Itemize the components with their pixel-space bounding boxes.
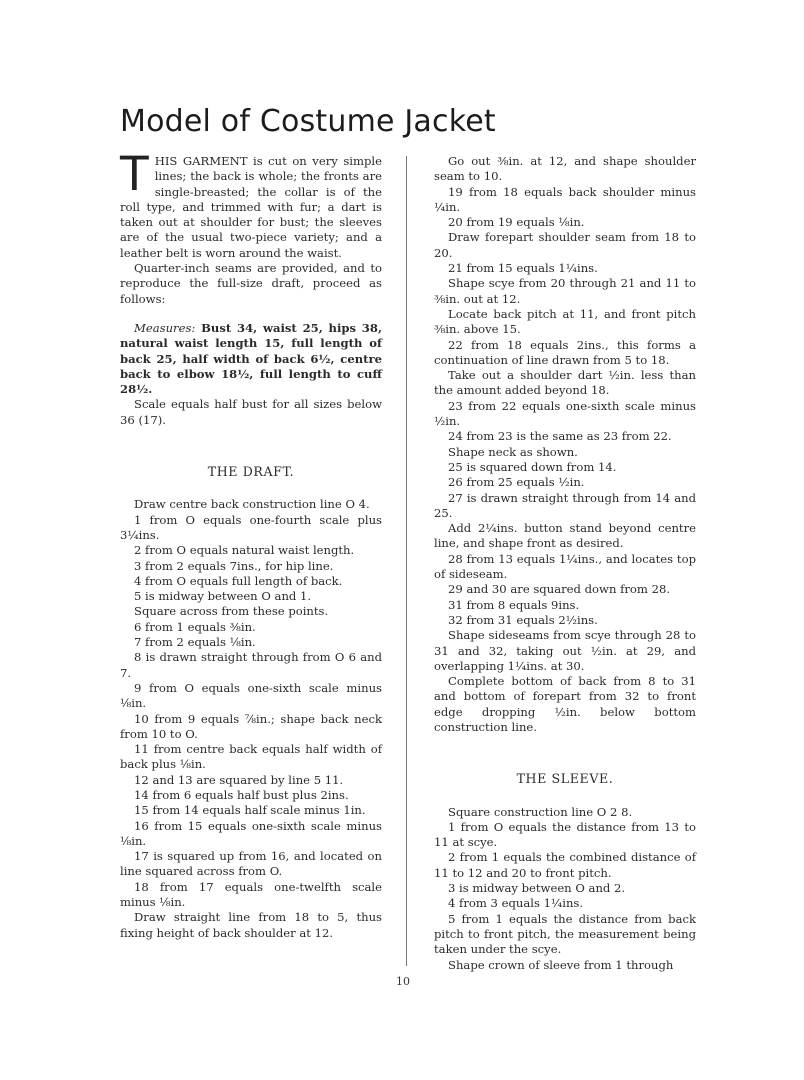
draft-step: 26 from 25 equals ½in.: [448, 475, 585, 490]
draft-step: 24 from 23 is the same as 23 from 22.: [448, 429, 672, 444]
drop-cap: T: [120, 147, 149, 202]
draft-step: 3 from 2 equals 7ins., for hip line.: [134, 558, 334, 573]
draft-step: 4 from O equals full length of back.: [134, 573, 343, 588]
sleeve-step: 5 from 1 equals the distance from back pitch to front pitch, the measurement being taken under the scye.: [434, 911, 696, 957]
sleeve-step: Shape crown of sleeve from 1 through: [448, 957, 674, 972]
draft-step: Shape neck as shown.: [448, 444, 578, 459]
draft-step: 11 from centre back equals half width of back plus ⅛in.: [120, 742, 382, 772]
draft-step: 15 from 14 equals half scale minus 1in.: [134, 803, 366, 818]
draft-step: Draw straight line from 18 to 5, thus fixing height of back shoulder at 12.: [120, 910, 382, 940]
sleeve-heading: THE SLEEVE.: [516, 771, 614, 787]
draft-step: 7 from 2 equals ⅛in.: [134, 635, 256, 650]
draft-step: Go out ⅜in. at 12, and shape shoulder seam to 10.: [434, 154, 696, 184]
draft-step: 27 is drawn straight through from 14 and 25.: [434, 490, 696, 520]
intro-paragraph: [120, 147, 382, 261]
draft-step: 12 and 13 are squared by line 5 11.: [134, 772, 344, 787]
draft-step: 17 is squared up from 16, and located on line squared across from O.: [120, 849, 382, 879]
left-column: [120, 147, 382, 941]
draft-step: 32 from 31 equals 2½ins.: [448, 612, 598, 627]
seams-paragraph: Quarter-inch seams are provided, and to reproduce the full-size draft, proceed as follows:: [120, 261, 382, 306]
draft-step: 1 from O equals one-fourth scale plus 3¼ins.: [120, 512, 382, 542]
draft-step: 19 from 18 equals back shoulder minus ¼in.: [434, 184, 696, 214]
draft-step: Draw forepart shoulder seam from 18 to 20.: [434, 230, 696, 260]
draft-step: 8 is drawn straight through from O 6 and 7.: [120, 650, 382, 680]
draft-step: 18 from 17 equals one-twelfth scale minus ⅛in.: [120, 879, 382, 910]
draft-step: Draw centre back construction line O 4.: [134, 497, 370, 512]
draft-step: 20 from 19 equals ⅛in.: [448, 215, 585, 230]
draft-step: 25 is squared down from 14.: [448, 459, 617, 474]
draft-step: 16 from 15 equals one-sixth scale minus ⅛in.: [120, 818, 382, 848]
draft-step: 31 from 8 equals 9ins.: [448, 597, 580, 612]
draft-step: 29 and 30 are squared down from 28.: [448, 582, 671, 597]
draft-step: 22 from 18 equals 2ins., this forms a continuation of line drawn from 5 to 18.: [434, 337, 696, 367]
draft-step: Locate back pitch at 11, and front pitch ⅜in. above 15.: [434, 306, 696, 337]
draft-step: 21 from 15 equals 1¼ins.: [448, 261, 598, 276]
draft-step: 28 from 13 equals 1¼ins., and locates top of sideseam.: [434, 551, 696, 582]
page-title: Model of Costume Jacket: [120, 104, 496, 139]
draft-step: Complete bottom of back from 8 to 31 and bottom of forepart from 32 to front edge dropping ½in. below bottom construction line.: [434, 674, 696, 734]
sleeve-step: 2 from 1 equals the combined distance of 11 to 12 and 20 to front pitch.: [434, 850, 696, 880]
draft-step: 23 from 22 equals one-sixth scale minus ½in.: [434, 398, 696, 429]
draft-step: Square across from these points.: [134, 604, 329, 619]
draft-step: 6 from 1 equals ⅜in.: [134, 619, 256, 634]
draft-step: 10 from 9 equals ⅞in.; shape back neck from 10 to O.: [120, 711, 382, 741]
measures-label: Measures:: [134, 320, 196, 335]
right-column: [434, 154, 696, 973]
draft-step: Add 2¼ins. button stand beyond centre line, and shape front as desired.: [434, 521, 696, 551]
draft-step: Take out a shoulder dart ½in. less than the amount added beyond 18.: [434, 368, 696, 398]
sleeve-step: 1 from O equals the distance from 13 to 11 at scye.: [434, 819, 696, 850]
page-number: 10: [396, 975, 410, 988]
measures-text: Bust 34, waist 25, hips 38, natural waist length 15, full length of back 25, half width of back 6½, centre back to elbow 18½, full length to cuff 28½.: [120, 320, 382, 397]
column-divider: [406, 156, 407, 966]
scale-paragraph: Scale equals half bust for all sizes below 36 (17).: [120, 397, 382, 427]
draft-step: 9 from O equals one-sixth scale minus ⅛in.: [120, 680, 382, 711]
draft-step: 5 is midway between O and 1.: [134, 589, 312, 604]
sleeve-step: 4 from 3 equals 1¼ins.: [448, 896, 584, 911]
draft-heading: THE DRAFT.: [207, 464, 295, 480]
draft-step: 2 from O equals natural waist length.: [134, 543, 355, 558]
intro-text: HIS GARMENT is cut on very simple lines; the back is whole; the fronts are single-breasted; the collar is of the roll type, and trimmed with fur; a dart is taken out at shoulder for bust; the sleeves are of the usual two-piece variety; and a leather belt is worn around the waist.: [120, 154, 382, 260]
draft-step: Shape sideseams from scye through 28 to 31 and 32, taking out ½in. at 29, and overlapping 1¼ins. at 30.: [434, 628, 696, 673]
draft-step: Shape scye from 20 through 21 and 11 to ⅜in. out at 12.: [434, 276, 696, 306]
sleeve-step: Square construction line O 2 8.: [448, 804, 633, 819]
sleeve-step: 3 is midway between O and 2.: [448, 881, 626, 896]
measures-paragraph: [120, 321, 382, 397]
draft-step: 14 from 6 equals half bust plus 2ins.: [134, 787, 349, 802]
